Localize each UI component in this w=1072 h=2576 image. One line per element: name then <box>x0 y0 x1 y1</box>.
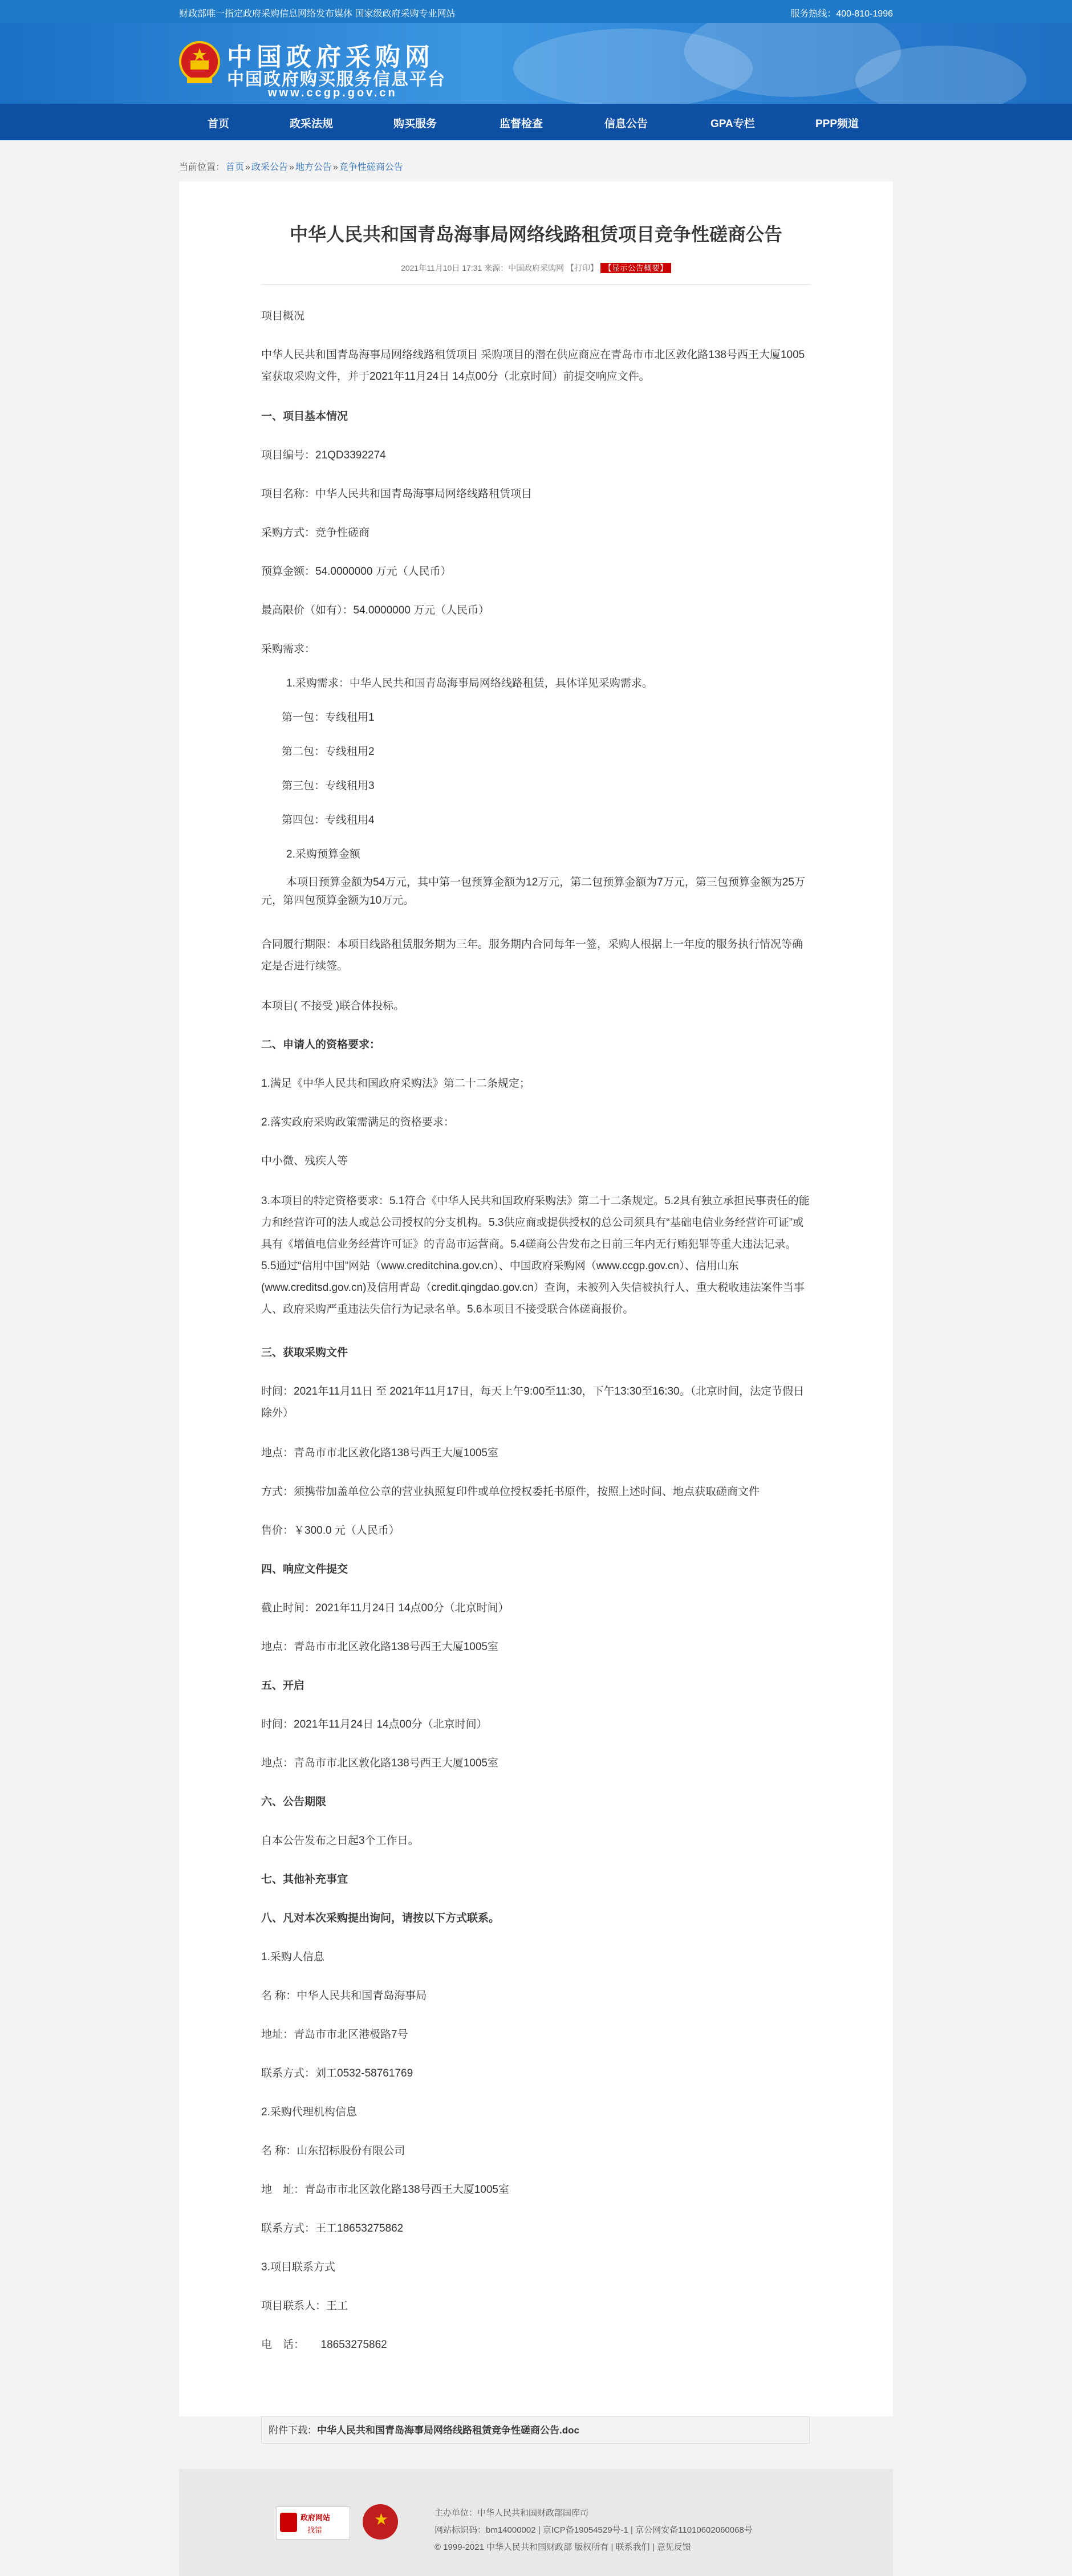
nav-item-ppp[interactable]: PPP频道 <box>815 118 859 130</box>
paragraph: 中小微、残疾人等 <box>261 1155 348 1167</box>
star-icon: ★ <box>374 2510 389 2528</box>
paragraph: 项目名称：中华人民共和国青岛海事局网络线路租赁项目 <box>261 488 533 500</box>
paragraph: 采购方式：竞争性磋商 <box>261 527 370 539</box>
section-heading: 三、获取采购文件 <box>261 1347 348 1359</box>
paragraph: 中华人民共和国青岛海事局网络线路租赁项目 采购项目的潜在供应商应在青岛市市北区敦化路138号西王大厦1005室获取采购文件，并于2021年11月24日 14点00分（北京时间）前提交响应文件。 <box>261 349 805 383</box>
footer-copyright: © 1999-2021 中华人民共和国财政部 版权所有 | 联系我们 | 意见反馈 <box>435 2542 691 2552</box>
nav-item-gpa[interactable]: GPA专栏 <box>710 118 755 130</box>
paragraph: 地 址：青岛市市北区敦化路138号西王大厦1005室 <box>261 2184 509 2196</box>
article-meta-text: 2021年11月10日 17:31 来源：中国政府采购网 【打印】 <box>401 263 599 273</box>
attachment-box <box>261 2416 810 2444</box>
paragraph: 联系方式：王工18653275862 <box>261 2222 404 2234</box>
badge-line2: 找错 <box>307 2526 323 2534</box>
paragraph: 名 称：山东招标股份有限公司 <box>261 2145 405 2157</box>
paragraph: 3.本项目的特定资格要求：5.1符合《中华人民共和国政府采购法》第二十二条规定。5.2具有独立承担民事责任的能力和经营许可的法人或总公司授权的分支机构。5.3供应商或提供授权的总公司须具有“基础电信业务经营许可证”或具有《增值电信业务经营许可证》的青岛市运营商。5.4磋商公告发布之日前三年内无行贿犯罪等重大违法记录。5.5通过“信用中国”网站（www.creditchina.gov.cn）、中国政府采购网（www.ccgp.gov.cn）、信用山东(www.creditsd.gov.cn)及信用青岛（credit.qingdao.gov.cn）查询，未被列入失信被执行人、重大税收违法案件当事人、政府采购严重违法失信行为记录名单。5.6本项目不接受联合体磋商报价。 <box>261 1195 810 1315</box>
breadcrumb-current[interactable]: 竞争性磋商公告 <box>339 162 403 172</box>
breadcrumb-home[interactable]: 首页 <box>226 162 245 172</box>
attachment-label: 附件下载： <box>269 2425 317 2436</box>
show-summary-button[interactable]: 【显示公告概要】 <box>600 263 671 273</box>
site-logo-url: www.ccgp.gov.cn <box>268 87 397 99</box>
party-org-badge-icon[interactable] <box>363 2504 398 2540</box>
gov-website-error-icon <box>280 2513 297 2532</box>
paragraph: 3.项目联系方式 <box>261 2261 335 2273</box>
divider <box>261 284 811 285</box>
paragraph: 时间：2021年11月24日 14点00分（北京时间） <box>261 1718 488 1730</box>
paragraph: 1.满足《中华人民共和国政府采购法》第二十二条规定； <box>261 1078 530 1090</box>
paragraph: 售价：￥300.0 元（人民币） <box>261 1525 400 1537</box>
paragraph: 第四包：专线租用4 <box>282 814 375 826</box>
footer-registration: 网站标识码：bm14000002 | 京ICP备19054529号-1 | 京公网安备11010602060068号 <box>435 2525 753 2535</box>
site-logo-subtitle: 中国政府购买服务信息平台 <box>227 70 446 90</box>
paragraph: 第一包：专线租用1 <box>282 712 375 724</box>
site-banner <box>0 23 1072 104</box>
paragraph: 预算金额：54.0000000 万元（人民币） <box>261 566 452 578</box>
section-heading: 七、其他补充事宜 <box>261 1874 348 1886</box>
paragraph: 地点：青岛市市北区敦化路138号西王大厦1005室 <box>261 1641 498 1653</box>
section-heading: 二、申请人的资格要求： <box>261 1039 381 1051</box>
paragraph: 项目编号：21QD3392274 <box>261 449 386 461</box>
paragraph: 项目联系人：王工 <box>261 2300 348 2312</box>
attachment-download-link[interactable]: 中华人民共和国青岛海事局网络线路租赁竞争性磋商公告.doc <box>317 2425 579 2436</box>
paragraph: 最高限价（如有）：54.0000000 万元（人民币） <box>261 604 490 616</box>
paragraph: 项目概况 <box>261 310 305 322</box>
site-footer <box>179 2469 893 2576</box>
paragraph: 合同履行期限：本项目线路租赁服务期为三年。服务期内合同每年一签，采购人根据上一年度的服务执行情况等确定是否进行续签。 <box>261 938 803 972</box>
paragraph: 第二包：专线租用2 <box>282 746 375 758</box>
paragraph: 1.采购需求：中华人民共和国青岛海事局网络线路租赁，具体详见采购需求。 <box>286 677 653 689</box>
paragraph: 联系方式：刘工0532-58761769 <box>261 2067 413 2079</box>
paragraph: 本项目( 不接受 )联合体投标。 <box>261 1000 405 1012</box>
badge-line1: 政府网站 <box>301 2513 331 2522</box>
paragraph: 2.采购预算金额 <box>286 848 360 860</box>
paragraph: 方式：须携带加盖单位公章的营业执照复印件或单位授权委托书原件，按照上述时间、地点获取磋商文件 <box>261 1486 760 1498</box>
nav-item-purchase-services[interactable]: 购买服务 <box>393 118 437 130</box>
article-meta <box>179 262 893 274</box>
breadcrumb-separator: » <box>245 162 250 172</box>
article-title: 中华人民共和国青岛海事局网络线路租赁项目竞争性磋商公告 <box>289 224 782 245</box>
paragraph: 时间：2021年11月11日 至 2021年11月17日，每天上午9:00至11:30，下午13:30至16:30。（北京时间，法定节假日除外） <box>261 1385 805 1419</box>
paragraph: 第三包：专线租用3 <box>282 780 375 792</box>
paragraph: 地点：青岛市市北区敦化路138号西王大厦1005室 <box>261 1757 498 1769</box>
paragraph: 自本公告发布之日起3个工作日。 <box>261 1835 419 1847</box>
nav-item-announcements[interactable]: 信息公告 <box>604 118 648 130</box>
top-bar-slogan: 财政部唯一指定政府采购信息网络发布媒体 国家级政府采购专业网站 <box>179 9 456 19</box>
paragraph: 2.采购代理机构信息 <box>261 2106 357 2118</box>
national-emblem-icon <box>179 40 220 86</box>
paragraph: 电 话： 18653275862 <box>261 2339 387 2351</box>
footer-host: 主办单位：中华人民共和国财政部国库司 <box>435 2508 589 2518</box>
paragraph: 地址：青岛市市北区港极路7号 <box>261 2029 408 2041</box>
service-hotline: 服务热线：400-810-1996 <box>790 9 893 19</box>
paragraph: 地点：青岛市市北区敦化路138号西王大厦1005室 <box>261 1447 498 1459</box>
paragraph: 2.落实政府采购政策需满足的资格要求： <box>261 1116 454 1128</box>
site-logo-name[interactable]: 中国政府采购网 <box>227 43 435 72</box>
paragraph: 本项目预算金额为54万元，其中第一包预算金额为12万元，第二包预算金额为7万元，第三包预算金额为25万元，第四包预算金额为10万元。 <box>261 876 805 907</box>
section-heading: 八、凡对本次采购提出询问，请按以下方式联系。 <box>261 1912 500 1924</box>
section-heading: 五、开启 <box>261 1680 305 1692</box>
breadcrumb-separator: » <box>332 162 338 172</box>
nav-item-supervision[interactable]: 监督检查 <box>500 118 543 130</box>
paragraph: 截止时间：2021年11月24日 14点00分（北京时间） <box>261 1602 509 1614</box>
breadcrumb-prefix: 当前位置： <box>179 162 225 172</box>
main-nav <box>0 104 1072 140</box>
top-bar <box>0 0 1072 23</box>
breadcrumb-local-notices[interactable]: 地方公告 <box>295 162 332 172</box>
paragraph: 采购需求： <box>261 643 316 655</box>
section-heading: 一、项目基本情况 <box>261 411 348 422</box>
paragraph: 1.采购人信息 <box>261 1951 324 1963</box>
breadcrumb <box>179 160 404 173</box>
section-heading: 四、响应文件提交 <box>261 1563 348 1575</box>
nav-item-home[interactable]: 首页 <box>208 118 230 130</box>
nav-item-regulations[interactable]: 政采法规 <box>290 118 334 130</box>
article-card <box>179 181 893 2436</box>
gov-website-error-badge[interactable] <box>276 2506 350 2540</box>
paragraph: 名 称：中华人民共和国青岛海事局 <box>261 1990 427 2002</box>
breadcrumb-separator: » <box>289 162 294 172</box>
section-heading: 六、公告期限 <box>261 1796 327 1808</box>
breadcrumb-notices[interactable]: 政采公告 <box>251 162 288 172</box>
